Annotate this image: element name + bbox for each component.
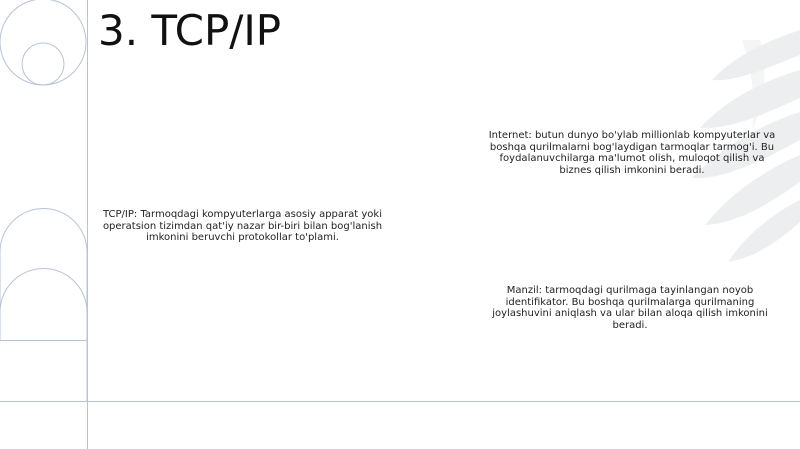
address-definition: Manzil: tarmoqdagi qurilmaga tayinlangan noyob identifikator. Bu boshqa qurilmalarga qurilmaning joylashuvini aniqlash va ular bilan aloqa qilish imkonini beradi.: [492, 285, 768, 331]
upper-arch-outline: [0, 208, 87, 340]
internet-definition: Internet: butun dunyo bo'ylab millionlab kompyuterlar va boshqa qurilmalarni bog'laydigan tarmoqlar tarmog'i. Bu foydalanuvchilarga ma'lumot olish, muloqot qilish va biznes qilish imkonini beradi.: [488, 130, 776, 176]
tcpip-definition: TCP/IP: Tarmoqdagi kompyuterlarga asosiy apparat yoki operatsion tizimdan qat'iy nazar bir-biri bilan bog'lanish imkonini beruvchi protokollar to'plami.: [102, 209, 383, 243]
lower-arch-outline: [0, 269, 87, 402]
small-circle-outline: [22, 43, 64, 85]
slide-title: 3. TCP/IP: [98, 6, 282, 55]
